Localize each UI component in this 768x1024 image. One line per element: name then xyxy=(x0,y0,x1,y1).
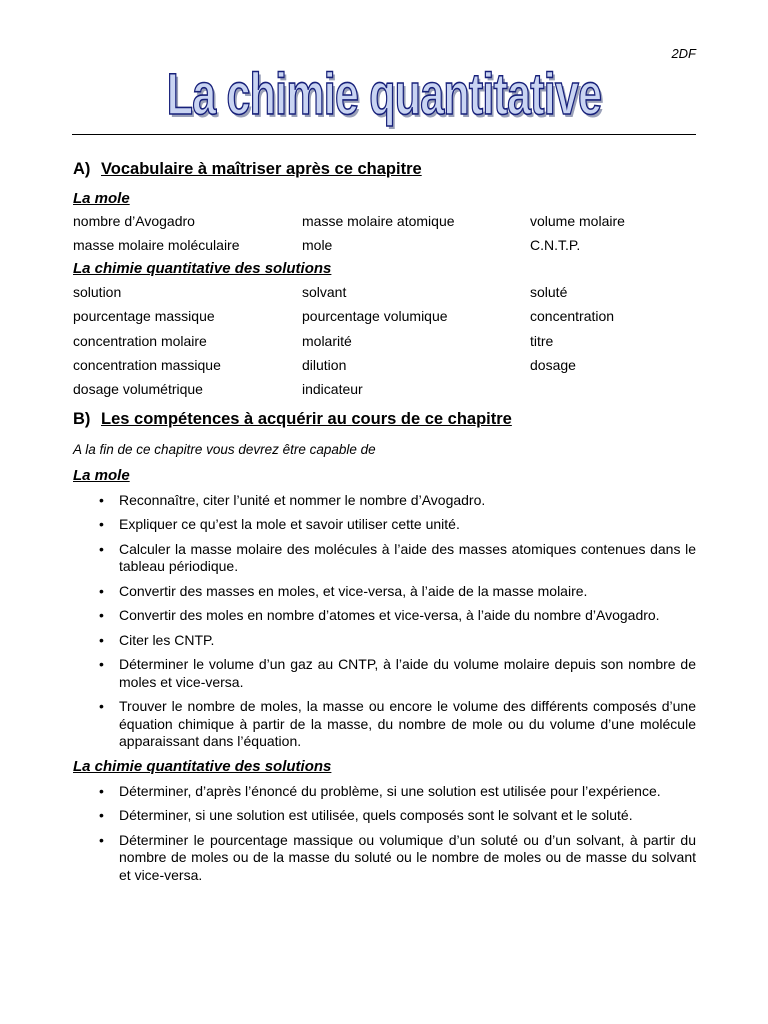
section-a-title: Vocabulaire à maîtriser après ce chapitre xyxy=(101,160,422,178)
list-item: • Déterminer, d’après l’énoncé du problème, si une solution est utilisée pour l’expérience. xyxy=(99,782,661,799)
list-item: • Déterminer le pourcentage massique ou volumique d’un soluté ou d’un solvant, à partir du nombre de moles ou de la masse du soluté ou le nombre de moles ou de masse du solvant et vice-versa. xyxy=(99,831,696,883)
vocab-term: titre xyxy=(530,332,554,349)
section-b-intro: A la fin de ce chapitre vous devrez être capable de xyxy=(73,441,376,457)
section-a-heading xyxy=(73,158,696,180)
vocab-grid-mole xyxy=(73,211,696,260)
vocab-term: concentration massique xyxy=(73,356,221,373)
skills-list-solutions xyxy=(73,783,696,885)
vocab-subheading-mole: La mole xyxy=(73,190,130,207)
vocab-grid-solutions xyxy=(73,282,696,404)
vocab-subheading-solutions: La chimie quantitative des solutions xyxy=(73,259,332,277)
list-item: • Convertir des masses en moles, et vice-versa, à l’aide de la masse molaire. xyxy=(99,582,588,599)
bullet-icon: • xyxy=(99,656,104,673)
vocab-term: nombre d’Avogadro xyxy=(73,213,195,229)
vocab-term: volume molaire xyxy=(530,213,625,229)
bullet-icon: • xyxy=(99,540,104,557)
list-item: • Citer les CNTP. xyxy=(99,631,215,648)
section-b-title: Les compétences à acquérir au cours de ce chapitre xyxy=(101,409,512,428)
vocab-term: C.N.T.P. xyxy=(530,237,581,254)
vocab-term: concentration molaire xyxy=(73,332,207,349)
section-b-letter: B) xyxy=(73,409,91,428)
vocab-term: soluté xyxy=(530,283,568,300)
bullet-icon: • xyxy=(99,831,104,848)
vocab-term: masse molaire atomique xyxy=(302,213,455,229)
vocab-term: molarité xyxy=(302,332,352,349)
page-title: La chimie quantitative xyxy=(166,62,602,127)
skills-list-mole xyxy=(73,492,696,751)
list-item: • Déterminer le volume d’un gaz au CNTP, à l’aide du volume molaire depuis son nombre de moles et vice-versa. xyxy=(99,656,696,690)
vocab-term: concentration xyxy=(530,308,615,325)
bullet-icon: • xyxy=(99,782,104,799)
section-b-heading xyxy=(73,408,696,430)
bullet-icon: • xyxy=(99,516,104,533)
skills-subheading-solutions: La chimie quantitative des solutions xyxy=(73,757,332,775)
vocab-term: mole xyxy=(302,237,333,254)
bullet-icon: • xyxy=(99,631,104,648)
list-item: • Convertir des moles en nombre d’atomes et vice-versa, à l’aide du nombre d’Avogadro. xyxy=(99,607,660,624)
vocab-term: pourcentage volumique xyxy=(302,308,448,325)
vocab-term: pourcentage massique xyxy=(73,308,215,325)
title-divider xyxy=(72,134,696,135)
list-item: • Expliquer ce qu’est la mole et savoir utiliser cette unité. xyxy=(99,516,460,533)
vocab-term: masse molaire moléculaire xyxy=(73,237,240,254)
document-code: 2DF xyxy=(671,46,696,61)
list-item: • Trouver le nombre de moles, la masse ou encore le volume des différents composés d’une équation chimique à partir de la masse, du nombre de mole ou du volume d’une molécule apparaissant dans l’équation. xyxy=(99,698,696,750)
vocab-term: solution xyxy=(73,283,122,300)
vocab-term: solvant xyxy=(302,283,347,300)
list-item: • Reconnaître, citer l’unité et nommer le nombre d’Avogadro. xyxy=(99,491,486,508)
vocab-term: dosage xyxy=(530,356,576,373)
vocab-term: indicateur xyxy=(302,381,363,398)
skills-subheading-mole: La mole xyxy=(73,466,130,484)
bullet-icon: • xyxy=(99,807,104,824)
bullet-icon: • xyxy=(99,698,104,715)
section-a-letter: A) xyxy=(73,160,91,178)
vocab-term xyxy=(530,379,696,403)
vocab-term: dilution xyxy=(302,356,347,373)
bullet-icon: • xyxy=(99,607,104,624)
vocab-term: dosage volumétrique xyxy=(73,381,203,398)
document-body xyxy=(73,158,696,891)
bullet-icon: • xyxy=(99,491,104,508)
bullet-icon: • xyxy=(99,582,104,599)
list-item: • Déterminer, si une solution est utilisée, quels composés sont le solvant et le soluté. xyxy=(99,807,633,824)
list-item: • Calculer la masse molaire des molécules à l’aide des masses atomiques contenues dans le tableau périodique. xyxy=(99,540,696,575)
